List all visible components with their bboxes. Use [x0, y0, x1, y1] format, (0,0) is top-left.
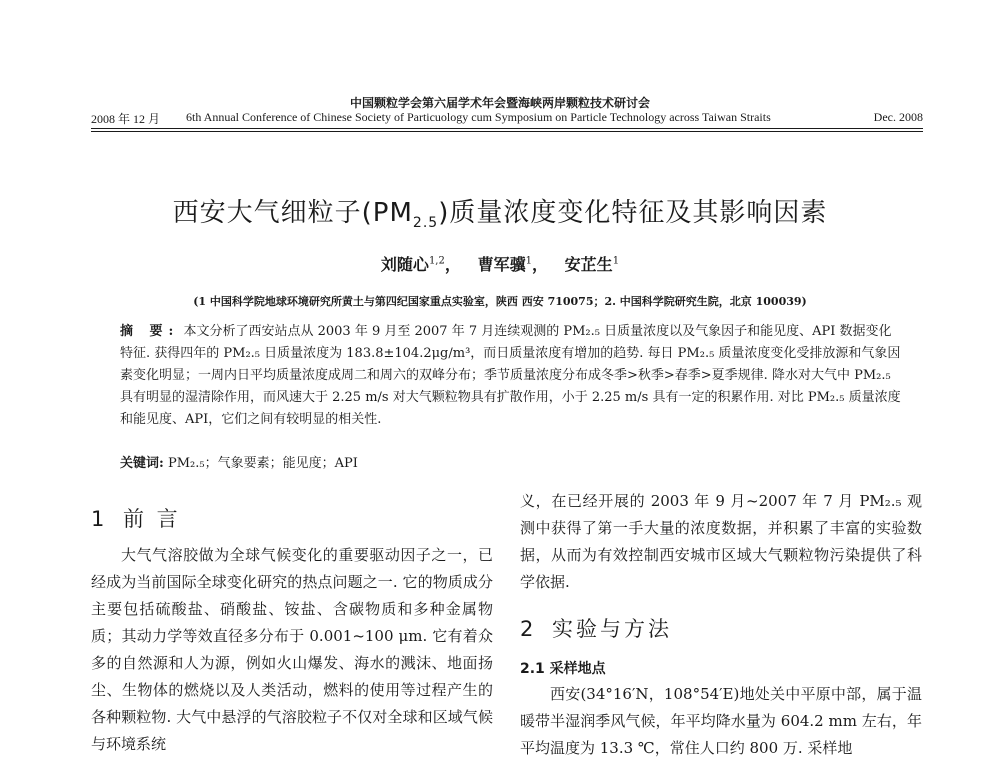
- keywords-label: 关键词:: [120, 456, 164, 471]
- section-heading-introduction: [91, 503, 181, 533]
- introduction-continued: 义，在已经开展的 2003 年 9 月~2007 年 7 月 PM₂.₅ 观测中获得了第一手大量的浓度数据，并积累了丰富的实验数据，从而为有效控制西安城市区域大气颗粒物污染提供了科学依据.: [520, 492, 922, 591]
- header-date-cn: 2008 年 12 月: [91, 112, 161, 126]
- author-affiliation-mark: 1,2: [428, 255, 445, 267]
- author-affiliation-mark: 1: [612, 255, 620, 267]
- right-column-top: [520, 488, 922, 596]
- title-subscript: 2.5: [412, 215, 439, 232]
- author-name: 安芷生: [564, 255, 613, 274]
- right-column-bottom: [520, 681, 922, 762]
- header-date-en: Dec. 2008: [873, 110, 923, 124]
- left-column: [91, 542, 493, 758]
- abstract: [120, 321, 903, 431]
- header-rule-top: [91, 128, 923, 129]
- section-title: 前 言: [123, 507, 181, 531]
- section-title: 实验与方法: [552, 617, 672, 641]
- section-heading-methods: [520, 613, 672, 643]
- conference-title-en: 6th Annual Conference of Chinese Society of Particuology cum Symposium on Particle Technology across Taiwan Straits: [186, 110, 771, 124]
- author-list: 刘随心$^{1,2}$， 曹军骥$^1$， 安芷生$^1$: [380, 255, 620, 274]
- section-number: 1: [91, 507, 108, 531]
- author-affiliation-mark: 1: [525, 255, 532, 267]
- keywords-text: PM₂.₅；气象要素；能见度；API: [167, 456, 358, 471]
- abstract-label: 摘 要:: [120, 324, 180, 339]
- abstract-text: 本文分析了西安站点从 2003 年 9 月至 2007 年 7 月连续观测的 PM₂.₅ 日质量浓度以及气象因子和能见度、API 数据变化特征. 获得四年的 PM₂.₅ 日质量浓度为 183.8±104.2μg/m³，而日质量浓度有增加的趋势. 每日 PM₂.₅ 质量浓度变化受排放源和气象因素变化明显；一周内日平均质量浓度成周二和周六的双峰分布；季节质量浓度分布成冬季>秋季>春季>夏季规律. 降水对大气中 PM₂.₅ 具有明显的湿清除作用，而风速大于 2.25 m/s 对大气颗粒物具有扩散作用，小于 2.25 m/s 具有一定的积累作用. 对比 PM₂.₅ 质量浓度和能见度、API，它们之间有较明显的相关性.: [120, 324, 901, 427]
- conference-title-cn: 中国颗粒学会第六届学术年会暨海峡两岸颗粒技术研讨会: [349, 96, 650, 110]
- author-name: 曹军骥: [477, 255, 526, 274]
- title-part-1: 西安大气细粒子(PM: [172, 198, 413, 228]
- paper-title: [0, 192, 1000, 231]
- sampling-site-paragraph: 西安(34°16′N，108°54′E)地处关中平原中部，属于温暖带半湿润季风气候，年平均降水量为 604.2 mm 左右，年平均温度为 13.3 ℃，常住人口约 800 万. 采样地: [520, 685, 922, 757]
- subsection-heading-sampling-site: 2.1 采样地点: [520, 661, 606, 677]
- section-number: 2: [520, 617, 537, 641]
- affiliations: (1 中国科学院地球环境研究所黄土与第四纪国家重点实验室，陕西 西安 710075；2. 中国科学院研究生院，北京 100039): [193, 295, 807, 308]
- author-name: 刘随心: [380, 255, 429, 274]
- introduction-paragraph: 大气气溶胶做为全球气候变化的重要驱动因子之一，已经成为当前国际全球变化研究的热点问题之一. 它的物质成分主要包括硫酸盐、硝酸盐、铵盐、含碳物质和多种金属物质；其动力学等效直径多分布于 0.001~100 μm. 它有着众多的自然源和人为源，例如火山爆发、海水的溅沫、地面扬尘、生物体的燃烧以及人类活动，燃料的使用等过程产生的各种颗粒物. 大气中悬浮的气溶胶粒子不仅对全球和区域气候与环境系统: [91, 546, 493, 753]
- keywords: [120, 452, 903, 471]
- header-rule-bottom: [91, 131, 923, 132]
- title-part-2: )质量浓度变化特征及其影响因素: [438, 198, 828, 228]
